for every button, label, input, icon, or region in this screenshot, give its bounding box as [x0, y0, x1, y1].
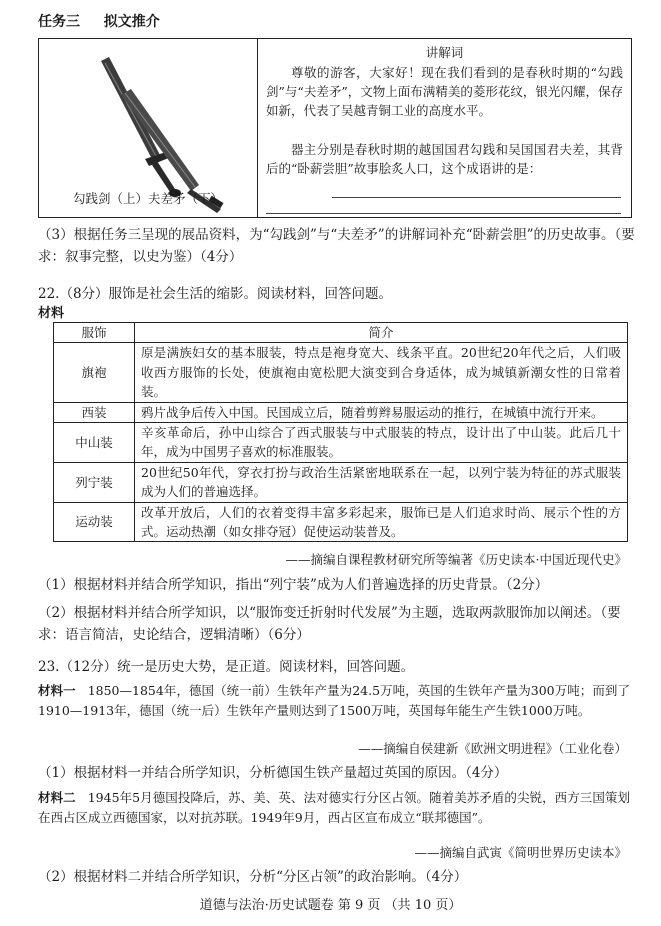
clothing-description: 辛亥革命后，孙中山综合了西式服装与中式服装的特点，设计出了中山装。此后几十年，成为中国男子喜欢的标准服装。: [135, 423, 628, 463]
clothing-name: 西装: [54, 402, 135, 422]
clothing-description: 鸦片战争后传入中国。民国成立后，随着剪辫易服运动的推行，在城镇中流行开来。: [135, 402, 628, 422]
q22-source: ——摘编自课程教材研究所等编著《历史读本·中国近现代史》: [285, 552, 627, 567]
speech-paragraph-2: 器主分别是春秋时期的越国国君勾践和吴国国君夫差，其背后的“卧薪尝胆”故事脍炙人口，这个成语讲的是：: [266, 142, 623, 177]
answer-line-1: [332, 197, 621, 198]
table-row: [54, 402, 628, 422]
speech-paragraph-1: 尊敬的游客，大家好！现在我们看到的是春秋时期的“勾践剑”与“夫差矛”，文物上面布满精美的菱形花纹，银光闪耀，保存如新，代表了吴越青铜工业的高度水平。: [266, 65, 623, 119]
table-row: [54, 462, 628, 502]
task3-heading-title: 拟文推介: [103, 14, 160, 30]
clothing-table: [53, 322, 628, 542]
task3-table: [38, 38, 632, 218]
q23-sub1: （1）根据材料一并结合所学知识，分析德国生铁产量超过英国的原因。（4分）: [38, 765, 508, 781]
q23-material-2: [38, 788, 630, 827]
q23-m2-source: ——摘编自武寅《简明世界历史读本》: [414, 845, 627, 860]
q23-m2-text: 1945年5月德国投降后，苏、美、英、法对德实行分区占领。随着美苏矛盾的尖锐，西方三国策划在西占区成立西德国家，以对抗苏联。1949年9月，西占区宣布成立“联邦德国”。: [38, 790, 630, 825]
q23-intro: 23.（12分）统一是历史大势，是正道。阅读材料，回答问题。: [38, 659, 415, 675]
table-header-row: [54, 323, 628, 343]
clothing-name: 旗袍: [54, 343, 135, 402]
speech-cell: [258, 39, 631, 217]
q23-material-1: [38, 681, 630, 720]
artifact-image-cell: [39, 39, 258, 217]
table-row: [54, 502, 628, 542]
header-description: 简介: [135, 323, 628, 343]
q22-intro: 22.（8分）服饰是社会生活的缩影。阅读材料，回答问题。: [38, 286, 393, 302]
table-row: [54, 423, 628, 463]
clothing-name: 列宁装: [54, 462, 135, 502]
q22-sub1: （1）根据材料并结合所学知识，指出“列宁装”成为人们普遍选择的历史背景。（2分）: [38, 577, 549, 593]
q22-sub2: （2）根据材料并结合所学知识，以“服饰变迁折射时代发展”为主题，选取两款服饰加以阐述。（要求：语言简洁，史论结合，逻辑清晰）（6分）: [38, 605, 621, 643]
goujian-sword-icon: [101, 57, 181, 197]
header-clothing: 服饰: [54, 323, 135, 343]
q23-m2-label: 材料二: [38, 790, 76, 805]
artifact-caption: 勾践剑（上）夫差矛（下）: [72, 191, 223, 206]
clothing-description: 改革开放后，人们的衣着变得丰富多彩起来，服饰已是人们追求时尚、展示个性的方式。运动热潮（如女排夺冠）促使运动装普及。: [135, 502, 628, 542]
q23-sub2: （2）根据材料二并结合所学知识，分析“分区占领”的政治影响。（4分）: [38, 869, 468, 885]
q23-m1-text: 1850—1854年，德国（统一前）生铁年产量为24.5万吨，英国的生铁年产量为300万吨；而到了1910—1913年，德国（统一后）生铁年产量则达到了1500万吨，英国每年能生产生铁1000万吨。: [38, 683, 630, 718]
clothing-name: 中山装: [54, 423, 135, 463]
q23-m1-source: ——摘编自侯建新《欧洲文明进程》（工业化卷）: [358, 741, 627, 756]
task3-question: （3）根据任务三呈现的展品资料，为“勾践剑”与“夫差矛”的讲解词补充“卧薪尝胆”的历史故事。（要求：叙事完整，以史为鉴）（4分）: [38, 227, 635, 265]
page-footer: 道德与法治·历史试题卷 第 9 页 （共 10 页）: [199, 898, 462, 913]
clothing-description: 20世纪50年代，穿衣打扮与政治生活紧密地联系在一起，以列宁装为特征的苏式服装成为人们的普遍选择。: [135, 462, 628, 502]
q22-material-label: 材料: [38, 306, 65, 321]
task3-heading: [38, 12, 160, 34]
clothing-name: 运动装: [54, 502, 135, 542]
q23-m1-label: 材料一: [38, 683, 76, 698]
speech-title: 讲解词: [425, 45, 464, 60]
answer-line-2: [266, 213, 621, 214]
task3-heading-num: 任务三: [38, 14, 80, 30]
table-row: [54, 343, 628, 402]
clothing-description: 原是满族妇女的基本服装，特点是袍身宽大、线条平直。20世纪20年代之后，人们吸收西方服饰的长处，使旗袍由宽松肥大演变到合身适体，成为城镇新潮女性的日常着装。: [135, 343, 628, 402]
